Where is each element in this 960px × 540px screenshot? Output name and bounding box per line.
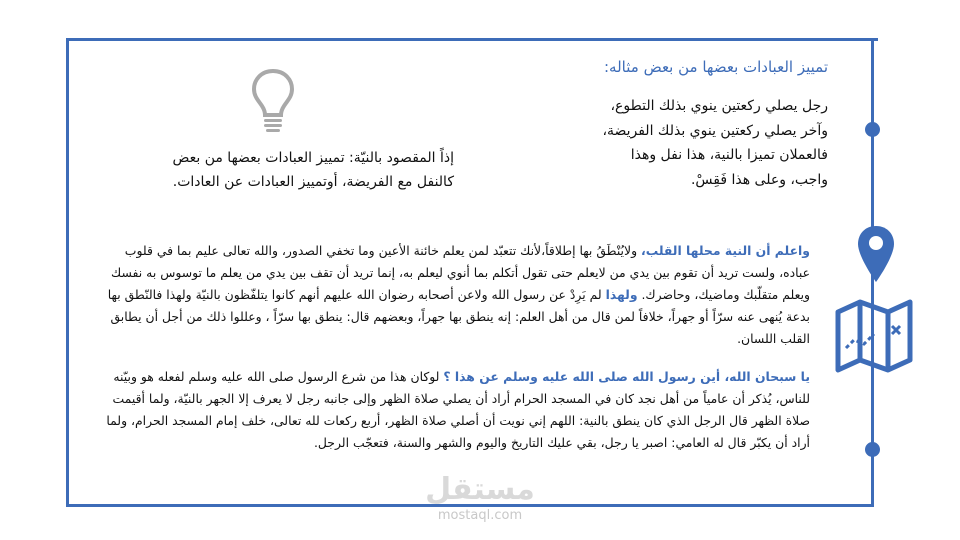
- paragraph-body-continued: لم يَرِدْ عن رسول الله ولاعن أصحابه رضوان الله عليهم أنهم كانوا يتلفّظون بالنيّة ولهذا فالنّطق بها بدعة يُنهى عنه سرّاً أو جهراً، خلافاً لمن قال من أهل العلم: إنه ينطق بها جهراً، وبعضهم قال: ينطق بها سرّاً ، وعللوا ذلك من أجل أن يطابق القلب اللسان.: [107, 287, 810, 346]
- watermark-logo: مستقل: [425, 472, 535, 507]
- example-line: رجل يصلي ركعتين ينوي بذلك التطوع،: [610, 98, 828, 114]
- paragraph-body: ولايُنْطَقُ بها إطلاقاً،لأنك تتعبّد لمن يعلم خائنة الأعين وما تخفي الصدور، والله تعالى عليم بما في قلوب عباده، ولست تريد أن تقوم بين يدي من لايعلم حتى تقول أتكلم بما أنوي ليعلم به، إنما تريد أن تقف بين يدي من يعلم ما توسوس به نفسك ويعلم متقلّبك وماضيك، وحاضرك.: [111, 243, 810, 302]
- example-line: فالعملان تميزا بالنية، هذا نفل وهذا: [630, 147, 828, 163]
- paragraph-body: لوكان هذا من شرع الرسول صلى الله عليه وسلم لفعله هو وبيّنه للناس، يُذكر أن عامياً من أهل نجد كان في المسجد الحرام أراد أن يصلي صلاة الظهر وإلى جانبه رجل لا يعرف إلا الجهر بالنيّة، ولما أقيمت صلاة الظهر قال الرجل الذي كان ينطق بالنية: اللهم إني نويت أن أصلي صلاة الظهر، أربع ركعات لله تعالى، خلف إمام المسجد الحرام، ولما أراد أن يكبّر قال له العامي: اصبر يا رجل، بقي عليك التاريخ واليوم والشهر والسنة، فتعجّب الرجل.: [106, 369, 810, 450]
- section-heading: تمييز العبادات بعضها من بعض مثاله:: [604, 58, 828, 76]
- paragraph-lead: يا سبحان الله، أين رسول الله صلى الله عليه وسلم عن هذا ؟: [443, 369, 810, 384]
- watermark-url: mostaql.com: [437, 508, 523, 523]
- timeline-dot-top: [865, 122, 880, 137]
- example-text: [518, 94, 828, 192]
- meaning-text: [108, 146, 454, 194]
- example-line: وآخر يصلي ركعتين ينوي بذلك الفريضة،: [602, 122, 828, 139]
- folded-map-icon: [834, 296, 914, 376]
- paragraph-anecdote: [98, 366, 810, 454]
- paragraph-lead-inline: ولهذا: [605, 287, 638, 302]
- meaning-line: إذاً المقصود بالنيّة: تمييز العبادات بعضها من بعض: [172, 150, 454, 166]
- meaning-line: كالنفل مع الفريضة، أوتمييز العبادات عن العادات.: [172, 174, 454, 190]
- paragraph-intention-in-heart: [98, 240, 810, 350]
- timeline-dot-bottom: [865, 442, 880, 457]
- paragraph-lead: واعلم أن النية محلها القلب،: [641, 243, 810, 258]
- timeline-line-top: [871, 38, 874, 130]
- lightbulb-icon: [250, 68, 296, 134]
- map-pin-icon: [856, 224, 896, 284]
- example-line: واجب، وعلى هذا فَقِسْ.: [690, 171, 828, 188]
